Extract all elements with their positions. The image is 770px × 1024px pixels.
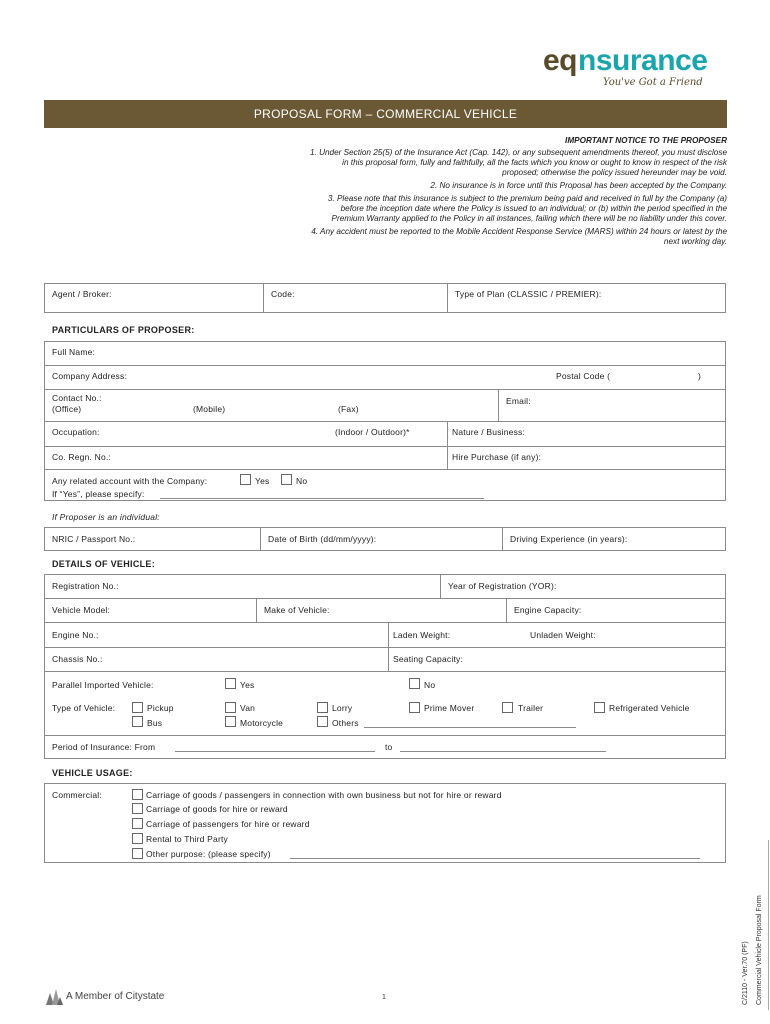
chassis-no-field[interactable]: Chassis No.: <box>52 654 103 664</box>
laden-weight-field[interactable]: Laden Weight: <box>393 630 451 640</box>
fax-field[interactable]: (Fax) <box>338 404 359 414</box>
vehicle-type-label: Type of Vehicle: <box>52 703 116 713</box>
usage-passengers-hire-checkbox[interactable] <box>132 818 143 829</box>
office-phone-field[interactable]: (Office) <box>52 404 82 414</box>
type-prime-mover-label: Prime Mover <box>424 703 475 713</box>
hire-purchase-field[interactable]: Hire Purchase (if any): <box>452 452 542 462</box>
engine-no-field[interactable]: Engine No.: <box>52 630 99 640</box>
related-account-label: Any related account with the Company: <box>52 476 208 486</box>
notice-item: 4. Any accident must be reported to the Mobile Accident Response Service (MARS) within 24 hours or latest by the next working day. <box>311 227 727 246</box>
indoor-outdoor-label: (Indoor / Outdoor)* <box>335 427 410 437</box>
nric-field[interactable]: NRIC / Passport No.: <box>52 534 136 544</box>
citystate-icon <box>44 987 64 1007</box>
driving-experience-field[interactable]: Driving Experience (in years): <box>510 534 628 544</box>
unladen-weight-field[interactable]: Unladen Weight: <box>530 630 596 640</box>
form-code: C/2110 - Ver.70 (PF) <box>742 941 749 1005</box>
notice-heading: IMPORTANT NOTICE TO THE PROPOSER <box>565 136 727 145</box>
citystate-member-logo <box>44 987 184 1007</box>
type-prime-mover-checkbox[interactable] <box>409 702 420 713</box>
postal-code-field[interactable]: Postal Code ( <box>556 371 611 381</box>
type-pickup-label: Pickup <box>147 703 174 713</box>
related-account-yes-checkbox[interactable] <box>240 474 251 485</box>
type-motorcycle-checkbox[interactable] <box>225 716 236 727</box>
type-refrigerated-checkbox[interactable] <box>594 702 605 713</box>
type-others-label: Others <box>332 718 359 728</box>
usage-other-specify-input[interactable] <box>290 858 700 859</box>
form-name: Commercial Vehicle Proposal Form <box>756 895 763 1005</box>
if-yes-specify-input[interactable] <box>160 498 484 499</box>
vehicle-section-title: DETAILS OF VEHICLE: <box>52 559 156 569</box>
type-bus-label: Bus <box>147 718 163 728</box>
parallel-imported-label: Parallel Imported Vehicle: <box>52 680 154 690</box>
if-individual-label: If Proposer is an individual: <box>52 512 160 522</box>
notice-item: 3. Please note that this insurance is subject to the premium being paid and received in full by the Company (a) before the inception date where the Policy is issued to an individual; or (b) within the period specified in the Premium Warranty applied to the Policy in all instances, failing which there will be no liability under this cover. <box>327 194 727 223</box>
commercial-label: Commercial: <box>52 790 102 800</box>
mobile-phone-field[interactable]: (Mobile) <box>193 404 226 414</box>
seating-capacity-field[interactable]: Seating Capacity: <box>393 654 464 664</box>
type-lorry-checkbox[interactable] <box>317 702 328 713</box>
type-others-specify-input[interactable] <box>364 727 576 728</box>
contact-no-label: Contact No.: <box>52 393 102 403</box>
period-to-input[interactable] <box>400 751 606 752</box>
nature-business-field[interactable]: Nature / Business: <box>452 427 526 437</box>
company-address-field[interactable]: Company Address: <box>52 371 128 381</box>
if-yes-label: If “Yes”, please specify: <box>52 489 145 499</box>
usage-goods-hire-checkbox[interactable] <box>132 803 143 814</box>
parallel-yes-checkbox[interactable] <box>225 678 236 689</box>
form-title: PROPOSAL FORM – COMMERCIAL VEHICLE <box>253 107 518 121</box>
related-account-no-checkbox[interactable] <box>281 474 292 485</box>
parallel-no-label: No <box>424 680 436 690</box>
type-others-checkbox[interactable] <box>317 716 328 727</box>
type-motorcycle-label: Motorcycle <box>240 718 284 728</box>
proposer-section-title: PARTICULARS OF PROPOSER: <box>52 325 195 335</box>
notice-item: 1. Under Section 25(5) of the Insurance Act (Cap. 142), or any subsequent amendments thereof, you must disclose in this proposal form, fully and faithfully, all the facts which you know or ought to know in respect of the risk proposed; otherwise the policy issued hereunder may be void. <box>309 148 727 177</box>
usage-passengers-hire-label: Carriage of passengers for hire or reward <box>146 819 310 829</box>
parallel-no-checkbox[interactable] <box>409 678 420 689</box>
type-refrigerated-label: Refrigerated Vehicle <box>609 703 690 713</box>
period-from-label: Period of Insurance: From <box>52 742 156 752</box>
usage-other-label: Other purpose: (please specify) <box>146 849 271 859</box>
full-name-field[interactable]: Full Name: <box>52 347 96 357</box>
registration-no-field[interactable]: Registration No.: <box>52 581 119 591</box>
type-trailer-label: Trailer <box>518 703 544 713</box>
side-form-label <box>742 855 770 1005</box>
period-to-label: to <box>385 742 393 752</box>
type-bus-checkbox[interactable] <box>132 716 143 727</box>
vehicle-box <box>44 574 726 759</box>
type-trailer-checkbox[interactable] <box>502 702 513 713</box>
related-no-label: No <box>296 476 308 486</box>
related-yes-label: Yes <box>255 476 270 486</box>
notice-item: 2. No insurance is in force until this Proposal has been accepted by the Company. <box>430 181 727 190</box>
usage-own-business-label: Carriage of goods / passengers in connection with own business but not for hire or reward <box>146 790 502 800</box>
usage-other-checkbox[interactable] <box>132 848 143 859</box>
usage-own-business-checkbox[interactable] <box>132 789 143 800</box>
email-field[interactable]: Email: <box>506 396 531 406</box>
agent-row <box>44 283 726 313</box>
member-text: A Member of Citystate <box>66 991 165 1002</box>
type-pickup-checkbox[interactable] <box>132 702 143 713</box>
occupation-field[interactable]: Occupation: <box>52 427 100 437</box>
usage-goods-hire-label: Carriage of goods for hire or reward <box>146 804 288 814</box>
vehicle-make-field[interactable]: Make of Vehicle: <box>264 605 330 615</box>
page-number: 1 <box>382 994 386 1001</box>
logo-tagline: You've Got a Friend <box>603 77 703 88</box>
usage-rental-label: Rental to Third Party <box>146 834 228 844</box>
type-lorry-label: Lorry <box>332 703 353 713</box>
plan-type-field[interactable]: Type of Plan (CLASSIC / PREMIER): <box>455 289 602 299</box>
form-title-band <box>44 100 727 128</box>
dob-field[interactable]: Date of Birth (dd/mm/yyyy): <box>268 534 377 544</box>
logo-wordmark: eqnsurance <box>543 44 708 77</box>
period-from-input[interactable] <box>175 751 375 752</box>
type-van-label: Van <box>240 703 256 713</box>
vehicle-model-field[interactable]: Vehicle Model: <box>52 605 111 615</box>
usage-rental-checkbox[interactable] <box>132 833 143 844</box>
yor-field[interactable]: Year of Registration (YOR): <box>448 581 557 591</box>
engine-capacity-field[interactable]: Engine Capacity: <box>514 605 582 615</box>
type-van-checkbox[interactable] <box>225 702 236 713</box>
important-notice <box>307 136 727 250</box>
eqinsurance-logo <box>543 44 733 92</box>
agent-broker-field[interactable]: Agent / Broker: <box>52 289 112 299</box>
parallel-yes-label: Yes <box>240 680 255 690</box>
code-field[interactable]: Code: <box>271 289 295 299</box>
usage-section-title: VEHICLE USAGE: <box>52 768 133 778</box>
co-regn-field[interactable]: Co. Regn. No.: <box>52 452 112 462</box>
postal-code-close: ) <box>698 371 702 381</box>
